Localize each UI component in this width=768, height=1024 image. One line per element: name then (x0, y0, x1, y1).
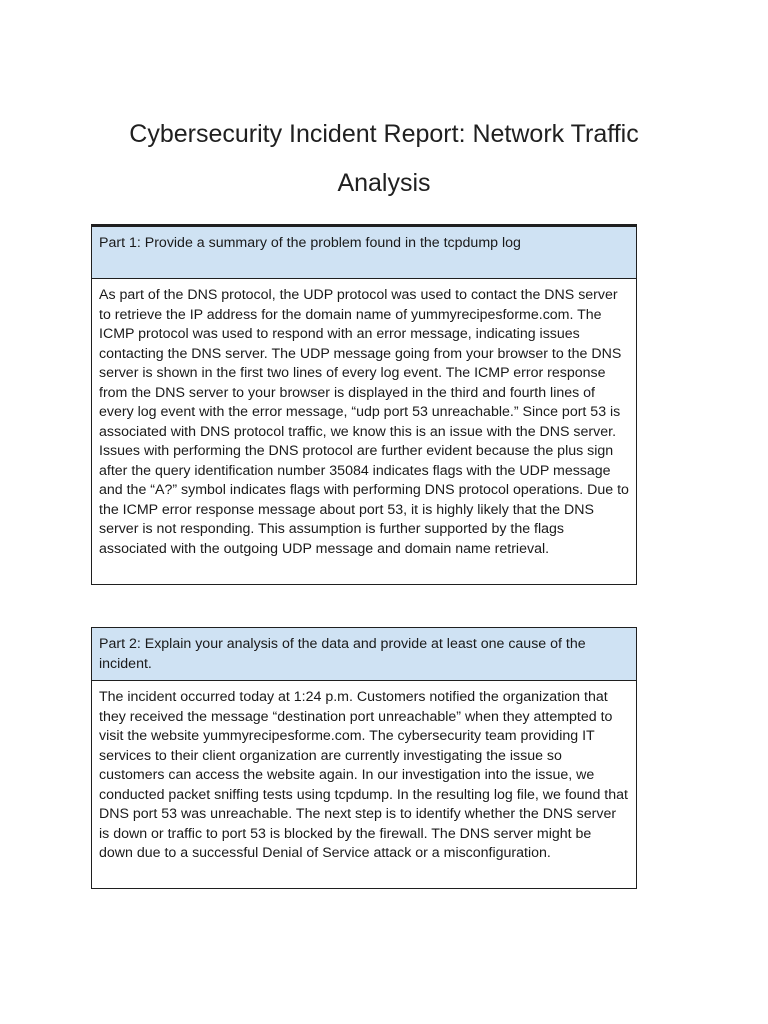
part2-response: The incident occurred today at 1:24 p.m. Customers notified the organization that they received the message “destination port unreachable” when they attempted to visit the website yummyrecipesforme.com. The cybersecurity team providing IT services to their client organization are currently investigating the issue so customers can access the website again. In our investigation into the issue, we conducted packet sniffing tests using tcpdump. In the resulting log file, we found that DNS port 53 was unreachable. The next step is to identify whether the DNS server is down or traffic to port 53 is blocked by the firewall. The DNS server might be down due to a successful Denial of Service attack or a misconfiguration. (99, 689, 628, 861)
part1-prompt: Part 1: Provide a summary of the problem found in the tcpdump log (92, 225, 636, 279)
part1-response: As part of the DNS protocol, the UDP protocol was used to contact the DNS server to retrieve the IP address for the domain name of yummyrecipesforme.com. The ICMP protocol was used to respond with an error message, indicating issues contacting the DNS server. The UDP message going from your browser to the DNS server is shown in the first two lines of every log event. The ICMP error response from the DNS server to your browser is displayed in the third and fourth lines of every log event with the error message, “udp port 53 unreachable.” Since port 53 is associated with DNS protocol traffic, we know this is an issue with the DNS server. Issues with performing the DNS protocol are further evident because the plus sign after the query identification number 35084 indicates flags with the UDP message and the “A?” symbol indicates flags with performing DNS protocol operations. Due to the ICMP error response message about port 53, it is highly likely that the DNS server is not responding. This assumption is further supported by the flags associated with the outgoing UDP message and domain name retrieval. (99, 287, 629, 557)
part1-table (91, 224, 637, 585)
part2-table (91, 627, 637, 889)
part2-prompt: Part 2: Explain your analysis of the data and provide at least one cause of the incident. (92, 628, 636, 681)
page-title: Cybersecurity Incident Report: Network Traffic Analysis (129, 120, 639, 197)
